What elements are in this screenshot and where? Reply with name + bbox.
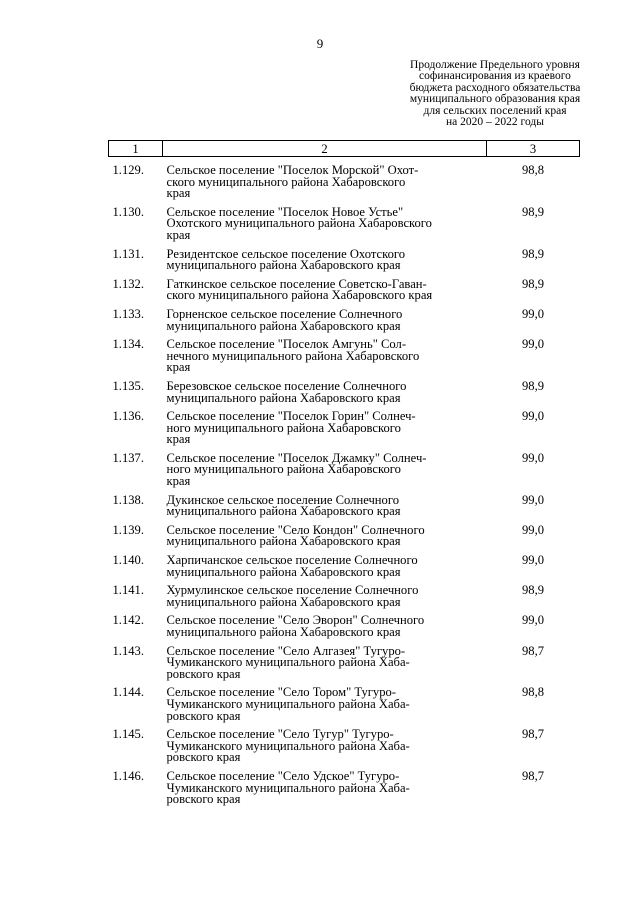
cofinancing-value: 98,8: [521, 163, 545, 177]
settlement-name-line: Гаткинское сельское поселение Советско-Гаван-: [166, 276, 427, 291]
cofinancing-value: 98,9: [521, 246, 545, 261]
row-number: 1.142.: [112, 613, 144, 628]
settlement-name: [163, 411, 487, 453]
settlement-name: [163, 729, 487, 771]
settlement-name-line: Сельское поселение "Поселок Амгунь" Сол-: [166, 337, 407, 352]
row-number: 1.129.: [112, 163, 144, 177]
cofinancing-value: 99,0: [521, 409, 545, 424]
settlement-name-line: муниципального района Хабаровского края: [166, 318, 401, 333]
settlement-name: [163, 492, 487, 525]
settlement-name-line: Сельское поселение "Село Тором" Тугуро-: [166, 685, 396, 700]
row-number: 1.134.: [112, 337, 144, 352]
settlement-name-line: муниципального района Хабаровского края: [166, 625, 401, 639]
settlement-name-line: муниципального района Хабаровского края: [166, 534, 401, 549]
settlement-name-line: Чумиканского муниципального района Хаба-: [166, 780, 410, 795]
settlement-name-line: ровского края: [166, 666, 241, 681]
table-header-row: [109, 141, 580, 157]
cofinancing-value: 98,8: [521, 685, 545, 700]
row-number: 1.130.: [112, 204, 144, 219]
cofinancing-value: 99,0: [521, 337, 545, 352]
settlement-name-line: края: [166, 474, 191, 489]
settlement-name-line: Резидентское сельское поселение Охотского: [166, 246, 406, 261]
table-row: [109, 687, 580, 729]
caption-line: софинансирования из краевого: [419, 70, 571, 83]
settlement-name-line: ровского края: [166, 750, 241, 765]
settlement-name-line: Чумиканского муниципального района Хаба-: [166, 655, 410, 670]
settlement-name-line: края: [166, 432, 191, 447]
settlement-name: [163, 615, 487, 645]
row-number: 1.131.: [112, 246, 144, 261]
settlement-name-line: муниципального района Хабаровского края: [166, 564, 401, 579]
settlement-name-line: Чумиканского муниципального района Хаба-: [166, 696, 410, 711]
table-row: [109, 381, 580, 411]
table-row: [109, 411, 580, 453]
table-row: [109, 339, 580, 381]
settlement-name-line: края: [166, 186, 191, 201]
settlement-name-line: Сельское поселение "Село Тугур" Тугуро-: [166, 727, 394, 742]
cofinancing-value: 98,9: [521, 583, 545, 598]
cofinancing-table: [108, 140, 580, 813]
settlement-name-line: Сельское поселение "Поселок Морской" Охот-: [166, 163, 419, 177]
caption-line: муниципального образования края: [409, 93, 581, 106]
table-body: [109, 157, 580, 813]
table-row: [109, 249, 580, 279]
settlement-name-line: муниципального района Хабаровского края: [166, 258, 401, 273]
settlement-name-line: Горненское сельское поселение Солнечного: [166, 306, 403, 321]
table-row: [109, 771, 580, 813]
settlement-name-line: ного муниципального района Хабаровского: [166, 420, 401, 435]
row-number: 1.141.: [112, 583, 144, 598]
table-row: [109, 157, 580, 207]
settlement-name-line: ровского края: [166, 708, 241, 723]
cofinancing-value: 98,7: [521, 727, 545, 742]
row-number: 1.136.: [112, 409, 144, 424]
settlement-name-line: Харпичанское сельское поселение Солнечного: [166, 553, 418, 568]
table-row: [109, 495, 580, 525]
cofinancing-value: 99,0: [521, 306, 545, 321]
settlement-name-line: Сельское поселение "Поселок Новое Устье": [166, 204, 404, 219]
table-row: [109, 309, 580, 339]
settlement-name: [163, 378, 487, 411]
cofinancing-value: 98,7: [521, 768, 545, 783]
cofinancing-value: 99,0: [521, 522, 545, 537]
table-row: [109, 279, 580, 309]
row-number: 1.139.: [112, 522, 144, 537]
settlement-name-line: Сельское поселение "Село Алгазея" Тугуро-: [166, 643, 406, 658]
row-number: 1.146.: [112, 768, 144, 783]
settlement-name-line: Хурмулинское сельское поселение Солнечного: [166, 583, 419, 598]
settlement-name: [163, 522, 487, 555]
cofinancing-value: 98,7: [521, 643, 545, 658]
settlement-name-line: Чумиканского муниципального района Хаба-: [166, 738, 410, 753]
settlement-name: [163, 643, 487, 688]
cofinancing-value: 98,9: [521, 276, 545, 291]
row-number: 1.145.: [112, 727, 144, 742]
settlement-name: [163, 339, 487, 381]
settlement-name-line: муниципального района Хабаровского края: [166, 594, 401, 609]
settlement-name-line: Сельское поселение "Поселок Горин" Солнеч-: [166, 409, 416, 424]
settlement-name-line: Дукинское сельское поселение Солнечного: [166, 492, 399, 507]
row-number: 1.140.: [112, 553, 144, 568]
column-header: 1: [109, 141, 163, 157]
table-row: [109, 615, 580, 645]
settlement-name-line: муниципального района Хабаровского края: [166, 504, 401, 519]
settlement-name: [163, 157, 487, 207]
cofinancing-value: 98,9: [521, 204, 545, 219]
settlement-name: [163, 246, 487, 279]
table-row: [109, 729, 580, 771]
table-row: [109, 646, 580, 688]
column-header: 3: [487, 141, 580, 157]
table-row: [109, 453, 580, 495]
settlement-name-line: Сельское поселение "Поселок Джамку" Солнеч-: [166, 450, 427, 465]
settlement-name: [163, 306, 487, 339]
caption-line: Продолжение Предельного уровня: [410, 59, 580, 71]
table-row: [109, 555, 580, 585]
row-number: 1.132.: [112, 276, 144, 291]
row-number: 1.135.: [112, 378, 144, 393]
settlement-name-line: Сельское поселение "Село Эворон" Солнечного: [166, 613, 425, 628]
settlement-name-line: нечного муниципального района Хабаровского: [166, 348, 420, 363]
row-number: 1.144.: [112, 685, 144, 700]
settlement-name-line: Охотского муниципального района Хабаровского: [166, 216, 432, 231]
table-row: [109, 525, 580, 555]
cofinancing-value: 99,0: [521, 450, 545, 465]
row-number: 1.143.: [112, 643, 144, 658]
settlement-name: [163, 687, 487, 729]
column-header: 2: [163, 141, 487, 157]
row-number: 1.138.: [112, 492, 144, 507]
cofinancing-value: 99,0: [521, 492, 545, 507]
cofinancing-value: 99,0: [521, 553, 545, 568]
caption-line: для сельских поселений края: [423, 104, 567, 117]
settlement-name: [163, 768, 487, 813]
settlement-name: [163, 276, 487, 309]
row-number: 1.133.: [112, 306, 144, 321]
row-number: 1.137.: [112, 450, 144, 465]
settlement-name: [163, 555, 487, 585]
cofinancing-value: 98,9: [521, 378, 545, 393]
settlement-name: [163, 204, 487, 249]
caption-line: бюджета расходного обязательства: [409, 81, 581, 94]
settlement-name-line: ного муниципального района Хабаровского: [166, 462, 401, 477]
settlement-name-line: ского муниципального района Хабаровского края: [166, 288, 433, 303]
settlement-name-line: Сельское поселение "Село Кондон" Солнечного: [166, 522, 425, 537]
settlement-name: [163, 585, 487, 615]
table-row: [109, 585, 580, 615]
settlement-name-line: края: [166, 227, 191, 242]
table-row: [109, 207, 580, 249]
caption-line: на 2020 – 2022 годы: [446, 116, 544, 129]
settlement-name-line: Березовское сельское поселение Солнечного: [166, 378, 407, 393]
table-caption: [392, 60, 598, 128]
settlement-name-line: Сельское поселение "Село Удское" Тугуро-: [166, 768, 400, 783]
settlement-name: [163, 450, 487, 495]
cofinancing-value: 99,0: [521, 613, 545, 628]
settlement-name-line: муниципального района Хабаровского края: [166, 390, 401, 405]
settlement-name-line: ровского края: [166, 792, 241, 807]
settlement-name-line: края: [166, 360, 191, 375]
page-number: 9: [316, 36, 324, 51]
settlement-name-line: ского муниципального района Хабаровского: [166, 174, 406, 189]
